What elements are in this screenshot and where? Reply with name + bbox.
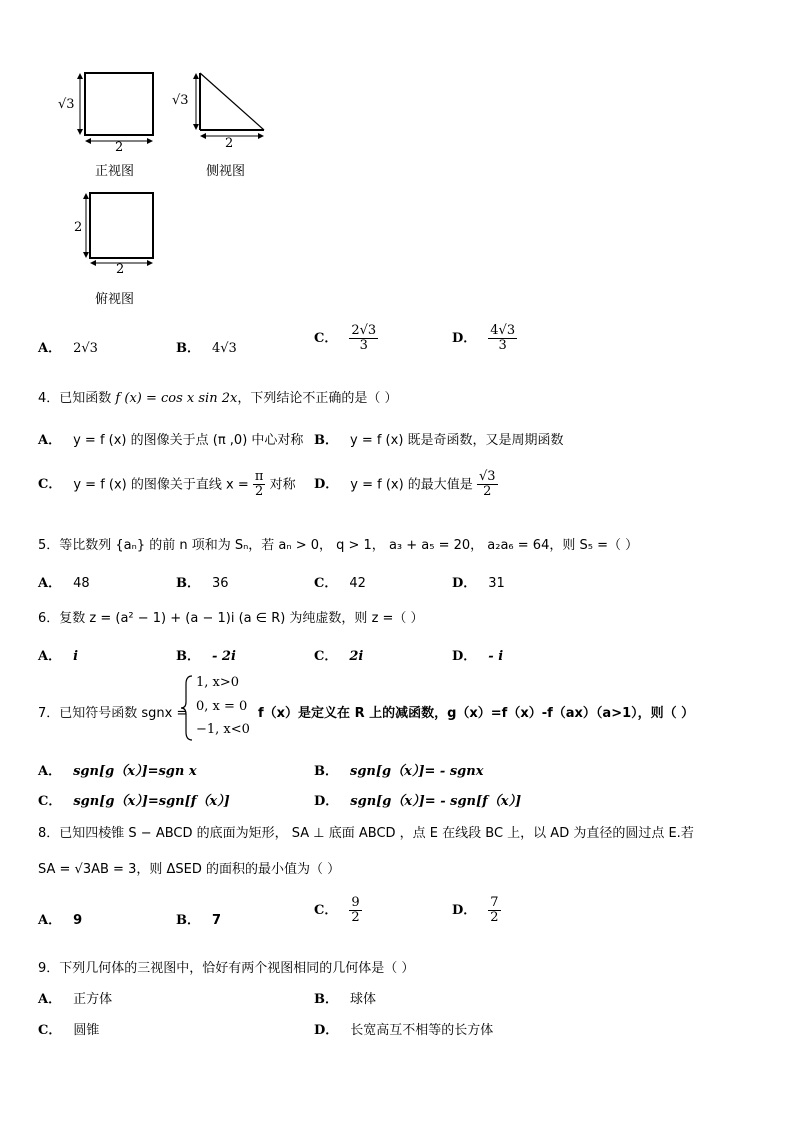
option-fraction — [488, 324, 517, 354]
q5-stem: 5．等比数列 {aₙ} 的前 n 项和为 Sₙ，若 aₙ > 0， q > 1， a₃ + a₅ = 20， a₂a₆ = 64，则 S₅ =（ ） — [38, 538, 639, 553]
q5-option-d[interactable] — [452, 572, 505, 591]
option-text: 圆锥 — [73, 1023, 100, 1038]
option-letter: B． — [176, 913, 200, 928]
q5-option-a[interactable] — [38, 572, 90, 591]
fraction-denominator: 2 — [483, 484, 492, 500]
option-text: sgn[g（x）]= - sgn[f（x）] — [350, 794, 522, 809]
q6-option-c[interactable] — [314, 645, 363, 664]
option-letter: D． — [314, 794, 339, 809]
fraction-numerator: 4√3 — [490, 323, 516, 338]
front-view — [80, 73, 153, 141]
q8-stem-line1: 8．已知四棱锥 S − ABCD 的底面为矩形， SA ⊥ 底面 ABCD ，点 E 在线段 BC 上，以 AD 为直径的圆过点 E.若 — [38, 826, 694, 841]
option-letter: A． — [38, 913, 62, 928]
side-height-dim: √3 — [172, 93, 189, 108]
q7-stem-suffix: f（x）是定义在 R 上的减函数，g（x）=f（x）-f（ax）（a>1），则（ ） — [258, 706, 695, 721]
q9-stem: 9．下列几何体的三视图中，恰好有两个视图相同的几何体是（ ） — [38, 961, 415, 976]
option-text: 正方体 — [73, 992, 113, 1007]
option-text: 2i — [349, 649, 364, 664]
side-view-label: 侧视图 — [206, 164, 246, 179]
q3-option-a[interactable] — [38, 337, 98, 356]
option-letter: A． — [38, 576, 62, 591]
q4-option-c[interactable] — [38, 470, 296, 500]
q4-function: f (x) = cos x sin 2x — [115, 391, 238, 406]
option-letter: A． — [38, 992, 62, 1007]
q4-option-a[interactable] — [38, 429, 303, 448]
option-text: 9 — [73, 913, 83, 928]
q4-option-b[interactable] — [314, 429, 564, 448]
option-letter: C． — [38, 1023, 62, 1038]
top-width-dim: 2 — [116, 262, 125, 277]
q3-option-b[interactable] — [176, 337, 237, 356]
q4-option-d[interactable] — [314, 470, 498, 500]
option-text: 31 — [488, 576, 505, 591]
option-letter: D． — [452, 576, 477, 591]
fraction-denominator: 2 — [490, 910, 499, 926]
option-fraction — [488, 896, 500, 926]
option-letter: B． — [314, 433, 338, 448]
option-letter: C． — [314, 576, 338, 591]
option-text: sgn[g（x）]=sgn x — [73, 764, 197, 779]
option-letter: C． — [38, 477, 62, 493]
option-text: - 2i — [212, 649, 236, 664]
fraction-denominator: 2 — [351, 910, 360, 926]
q7-option-d[interactable] — [314, 790, 521, 809]
q4-stem-prefix: 4．已知函数 — [38, 391, 112, 406]
option-letter: A． — [38, 341, 62, 356]
option-letter: D． — [452, 903, 477, 919]
option-letter: B． — [314, 992, 338, 1007]
q8-option-a[interactable] — [38, 909, 82, 928]
option-text: 36 — [212, 576, 229, 591]
top-view-label: 俯视图 — [95, 292, 135, 307]
option-text: 48 — [73, 576, 90, 591]
option-text: sgn[g（x）]=sgn[f（x）] — [73, 794, 230, 809]
fraction-numerator: 7 — [490, 895, 499, 910]
top-height-dim: 2 — [74, 220, 83, 235]
option-letter: C． — [314, 903, 338, 919]
option-text: 4√3 — [212, 341, 237, 356]
option-letter: D． — [452, 331, 477, 347]
option-text: y = f (x) 的图像关于直线 x = — [73, 477, 249, 493]
fraction-numerator: π — [254, 469, 264, 484]
fraction-numerator: √3 — [478, 469, 496, 484]
option-text: y = f (x) 的最大值是 — [350, 477, 473, 493]
q5-option-c[interactable] — [314, 572, 366, 591]
option-text: 42 — [349, 576, 366, 591]
fraction-numerator: 2√3 — [351, 323, 377, 338]
q6-stem: 6．复数 z = (a² − 1) + (a − 1)i (a ∈ R) 为纯虚数，则 z =（ ） — [38, 611, 424, 626]
side-width-dim: 2 — [225, 136, 234, 151]
fraction-numerator: 9 — [351, 895, 360, 910]
option-letter: A． — [38, 433, 62, 448]
q7-case-1: 1, x>0 — [196, 675, 240, 690]
q6-option-b[interactable] — [176, 645, 236, 664]
option-letter: B． — [176, 341, 200, 356]
q7-stem-prefix: 7．已知符号函数 sgnx = — [38, 706, 188, 721]
side-view — [196, 73, 264, 136]
q7-case-2: 0, x = 0 — [196, 699, 248, 714]
option-text: i — [73, 649, 79, 664]
q9-option-c[interactable] — [38, 1019, 99, 1038]
option-letter: A． — [38, 649, 62, 664]
option-letter: D． — [314, 1023, 339, 1038]
q4-stem-suffix: ，下列结论不正确的是（ ） — [237, 391, 398, 406]
q6-option-a[interactable] — [38, 645, 78, 664]
q7-option-b[interactable] — [314, 760, 483, 779]
option-text: sgn[g（x）]= - sgnx — [350, 764, 484, 779]
q5-option-b[interactable] — [176, 572, 229, 591]
q6-option-d[interactable] — [452, 645, 503, 664]
q9-option-b[interactable] — [314, 988, 376, 1007]
q9-option-d[interactable] — [314, 1019, 493, 1038]
q7-option-a[interactable] — [38, 760, 197, 779]
q8-stem-line2: SA = √3AB = 3，则 ΔSED 的面积的最小值为（ ） — [38, 862, 341, 877]
option-letter: B． — [314, 764, 338, 779]
option-text: - i — [488, 649, 504, 664]
q8-option-c[interactable] — [314, 896, 362, 926]
front-height-dim: √3 — [58, 97, 75, 112]
q7-option-c[interactable] — [38, 790, 230, 809]
option-text: 7 — [212, 913, 222, 928]
option-letter: D． — [314, 477, 339, 493]
option-letter: C． — [314, 649, 338, 664]
option-text: 2√3 — [73, 341, 98, 356]
q8-option-d[interactable] — [452, 896, 501, 926]
option-text: y = f (x) 的图像关于点 (π ,0) 中心对称 — [73, 433, 304, 448]
q3-option-d[interactable] — [452, 324, 517, 354]
fraction-denominator: 3 — [359, 338, 368, 354]
top-view — [86, 193, 153, 263]
q8-option-b[interactable] — [176, 909, 221, 928]
q9-option-a[interactable] — [38, 988, 112, 1007]
q7-brace — [180, 674, 194, 742]
option-text-suffix: 对称 — [269, 477, 296, 493]
three-view-figure — [0, 0, 300, 310]
option-letter: C． — [314, 331, 338, 347]
option-text: y = f (x) 既是奇函数，又是周期函数 — [350, 433, 564, 448]
q7-case-3: −1, x<0 — [196, 722, 250, 737]
front-width-dim: 2 — [115, 140, 124, 155]
option-letter: A． — [38, 764, 62, 779]
option-letter: B． — [176, 576, 200, 591]
option-letter: B． — [176, 649, 200, 664]
front-view-label: 正视图 — [95, 164, 135, 179]
option-fraction — [349, 324, 378, 354]
fraction-denominator: 2 — [255, 484, 264, 500]
option-fraction — [349, 896, 361, 926]
q3-option-c[interactable] — [314, 324, 378, 354]
option-text: 长宽高互不相等的长方体 — [350, 1023, 494, 1038]
option-fraction — [477, 470, 498, 500]
option-text: 球体 — [350, 992, 377, 1007]
fraction-denominator: 3 — [498, 338, 507, 354]
option-fraction — [253, 470, 266, 500]
option-letter: C． — [38, 794, 62, 809]
option-letter: D． — [452, 649, 477, 664]
q4-stem — [38, 387, 397, 406]
